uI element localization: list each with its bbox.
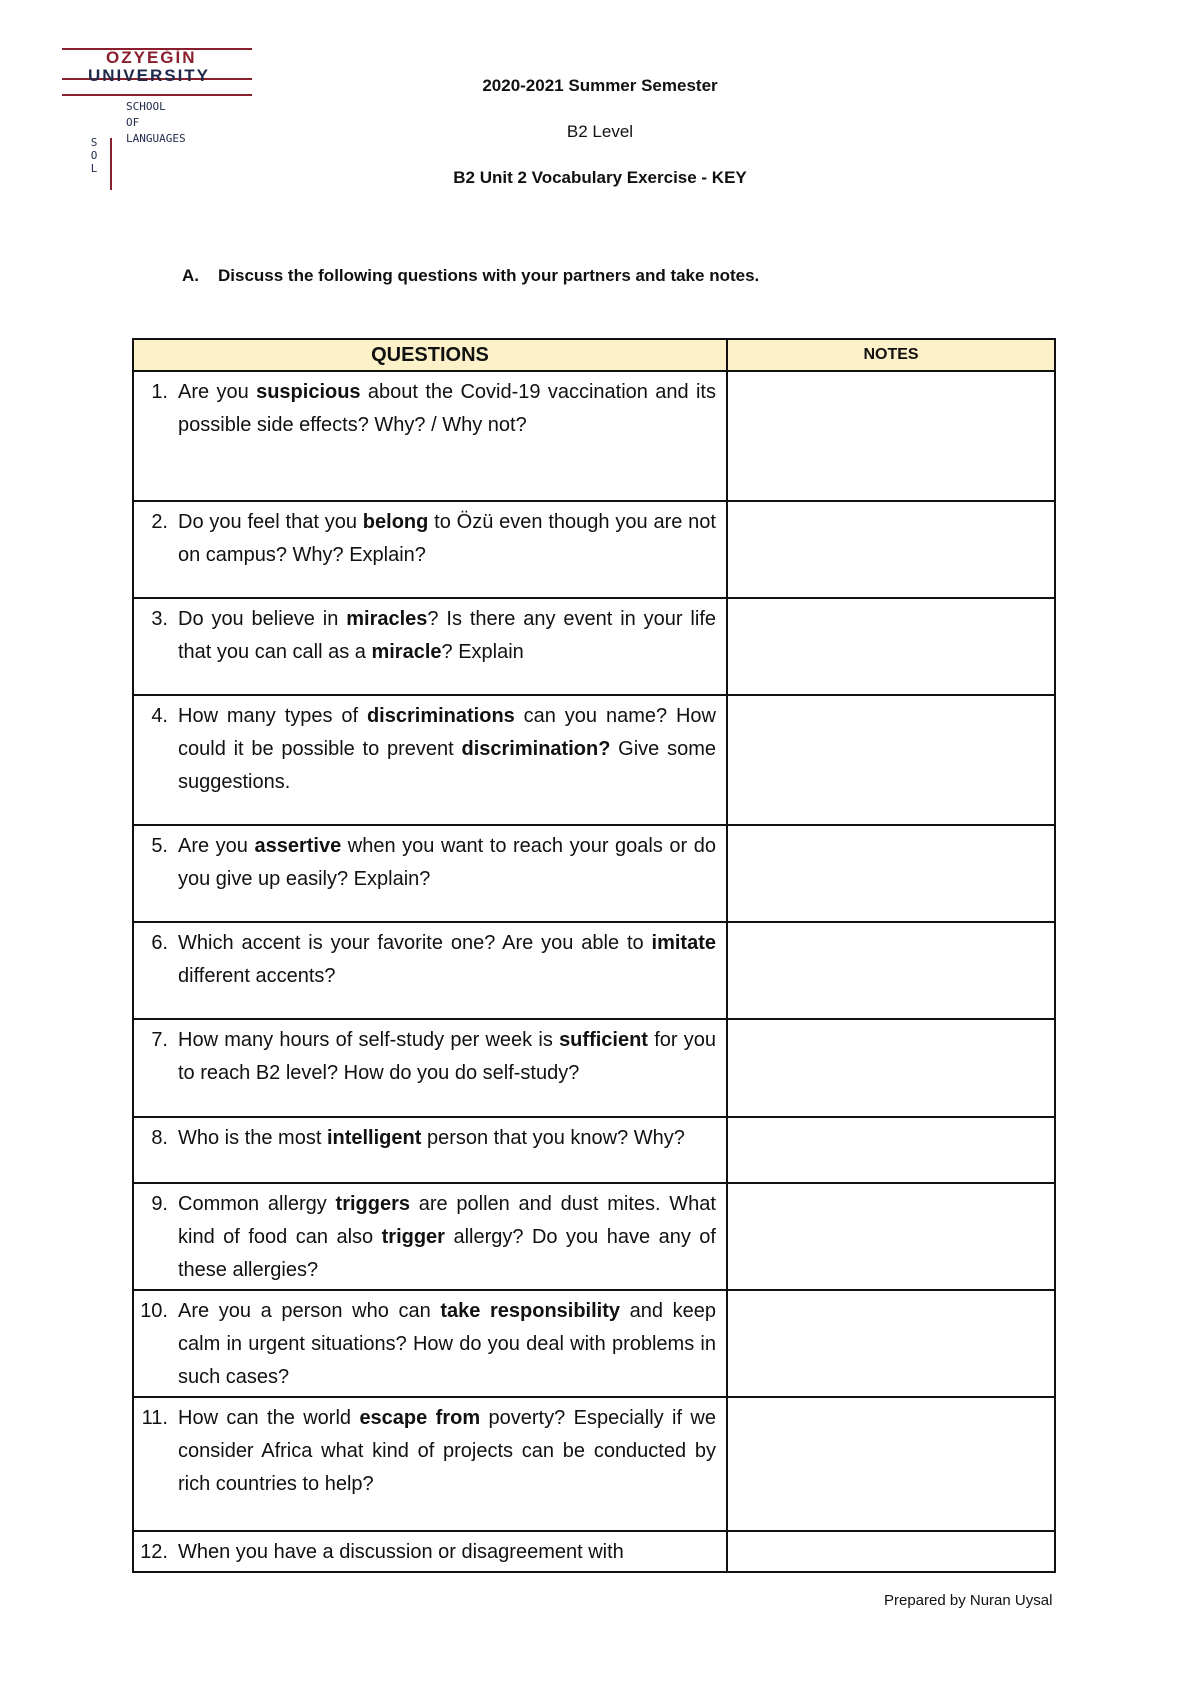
question-text-part: person that you know? Why?: [421, 1127, 685, 1149]
logo-stacked-letters: S O L: [90, 136, 98, 175]
question-text: [178, 506, 716, 572]
question-text-part: Do you believe in: [178, 608, 347, 630]
question-text-part: about the Covid-19 vaccination and its possible side effects? Why? / Why not?: [178, 381, 716, 436]
question-text-part: How many types of: [178, 705, 367, 727]
questions-column-header: QUESTIONS: [133, 339, 727, 371]
question-text-part: When you have a discussion or disagreement with: [178, 1541, 624, 1563]
section-letter: A.: [182, 266, 199, 285]
table-row: [133, 598, 1055, 695]
question-cell: [133, 825, 727, 922]
table-row: [133, 501, 1055, 598]
question-text-part: to Özü even though you are not on campus? Why? Explain?: [178, 511, 716, 566]
notes-column-header: NOTES: [727, 339, 1055, 371]
question-text-part: Which accent is your favorite one? Are you able to: [178, 932, 652, 954]
vocabulary-word: escape from: [359, 1407, 481, 1429]
question-number: 9.: [151, 1193, 168, 1215]
question-text: [178, 1536, 716, 1569]
section-a-instruction: [182, 266, 759, 286]
question-text-part: can you name? How could it be possible to prevent: [178, 705, 716, 760]
question-cell: [133, 1531, 727, 1572]
question-text-part: Are you a person who can: [178, 1300, 441, 1322]
question-number: 5.: [151, 835, 168, 857]
question-text-part: are pollen and dust mites. What kind of food can also: [178, 1193, 716, 1248]
question-number: 2.: [151, 511, 168, 533]
question-text-part: Who is the most: [178, 1127, 327, 1149]
notes-cell[interactable]: [727, 371, 1055, 501]
university-logo: [60, 40, 260, 175]
questions-table: [132, 338, 1056, 1573]
logo-languages: LANGUAGES: [126, 132, 186, 145]
notes-cell[interactable]: [727, 1183, 1055, 1290]
vocabulary-word: miracle: [371, 641, 442, 663]
logo-school: SCHOOL: [126, 100, 166, 113]
notes-cell[interactable]: [727, 825, 1055, 922]
vocabulary-word: discrimination?: [461, 738, 611, 760]
notes-cell[interactable]: [727, 598, 1055, 695]
table-row: [133, 1397, 1055, 1531]
question-cell: [133, 1290, 727, 1397]
question-text-part: poverty? Especially if we consider Africa what kind of projects can be conducted by rich countries to help?: [178, 1407, 716, 1495]
question-text-part: different accents?: [178, 965, 336, 987]
table-row: [133, 1019, 1055, 1117]
notes-cell[interactable]: [727, 1531, 1055, 1572]
logo-name-bottom: UNIVERSITY: [88, 66, 211, 85]
question-text: [178, 700, 716, 799]
notes-cell[interactable]: [727, 1117, 1055, 1183]
question-cell: [133, 371, 727, 501]
notes-cell[interactable]: [727, 501, 1055, 598]
question-text: [178, 1295, 716, 1394]
question-cell: [133, 598, 727, 695]
question-cell: [133, 501, 727, 598]
semester-heading: 2020-2021 Summer Semester: [482, 76, 718, 95]
question-text-part: allergy? Do you have any of these allergies?: [178, 1226, 716, 1281]
question-text: [178, 376, 716, 442]
question-text-part: Give some suggestions.: [178, 738, 716, 793]
vocabulary-word: assertive: [254, 835, 342, 857]
table-row: [133, 825, 1055, 922]
vocabulary-word: triggers: [335, 1193, 411, 1215]
table-row: [133, 695, 1055, 825]
question-number: 8.: [151, 1127, 168, 1149]
question-cell: [133, 695, 727, 825]
question-text: [178, 1122, 716, 1155]
level-heading: B2 Level: [566, 122, 634, 141]
vocabulary-word: discriminations: [366, 705, 515, 727]
question-text: [178, 1188, 716, 1287]
question-text-part: Are you: [178, 381, 257, 403]
vocabulary-word: intelligent: [326, 1127, 422, 1149]
question-text-part: How can the world: [178, 1407, 360, 1429]
question-number: 6.: [151, 932, 168, 954]
logo-name-top: ÖZYEĞİN: [106, 48, 197, 67]
notes-cell[interactable]: [727, 1019, 1055, 1117]
question-number: 12.: [140, 1541, 168, 1563]
vocabulary-word: miracles: [346, 608, 428, 630]
question-cell: [133, 1183, 727, 1290]
question-number: 10.: [140, 1300, 168, 1322]
question-text-part: for you to reach B2 level? How do you do self-study?: [178, 1029, 717, 1084]
question-text-part: Are you: [178, 835, 255, 857]
table-header-row: [133, 339, 1055, 371]
question-number: 1.: [151, 381, 168, 403]
table-row: [133, 1117, 1055, 1183]
exercise-title: B2 Unit 2 Vocabulary Exercise - KEY: [453, 168, 747, 187]
question-text-part: and keep calm in urgent situations? How do you deal with problems in such cases?: [178, 1300, 716, 1388]
table-row: [133, 371, 1055, 501]
question-cell: [133, 922, 727, 1019]
table-row: [133, 1290, 1055, 1397]
question-number: 7.: [151, 1029, 168, 1051]
question-text: [178, 830, 716, 896]
question-number: 11.: [141, 1407, 168, 1429]
vocabulary-word: belong: [362, 511, 429, 533]
vocabulary-word: imitate: [651, 932, 716, 954]
question-text-part: Do you feel that you: [178, 511, 363, 533]
question-text-part: when you want to reach your goals or do you give up easily? Explain?: [178, 835, 716, 890]
question-text-part: ? Explain: [441, 641, 524, 663]
question-text: [178, 927, 716, 993]
notes-cell[interactable]: [727, 1290, 1055, 1397]
question-text: [178, 1402, 716, 1501]
logo-of: OF: [126, 116, 140, 129]
question-text-part: Common allergy: [178, 1193, 336, 1215]
prepared-by: Prepared by Nuran Uysal: [884, 1592, 1053, 1609]
table-row: [133, 922, 1055, 1019]
notes-cell[interactable]: [727, 695, 1055, 825]
question-number: 3.: [151, 608, 168, 630]
table-row: [133, 1183, 1055, 1290]
vocabulary-word: suspicious: [256, 381, 361, 403]
notes-cell[interactable]: [727, 922, 1055, 1019]
notes-cell[interactable]: [727, 1397, 1055, 1531]
question-cell: [133, 1019, 727, 1117]
question-text-part: How many hours of self-study per week is: [178, 1029, 560, 1051]
question-number: 4.: [151, 705, 168, 727]
table-row: [133, 1531, 1055, 1572]
question-cell: [133, 1117, 727, 1183]
vocabulary-word: trigger: [381, 1226, 445, 1248]
question-text-part: ? Is there any event in your life that you can call as a: [178, 608, 717, 663]
question-text: [178, 603, 716, 669]
question-cell: [133, 1397, 727, 1531]
instruction-text: Discuss the following questions with your partners and take notes.: [218, 266, 760, 285]
question-text: [178, 1024, 716, 1090]
vocabulary-word: take responsibility: [440, 1300, 621, 1322]
vocabulary-word: sufficient: [559, 1029, 648, 1051]
